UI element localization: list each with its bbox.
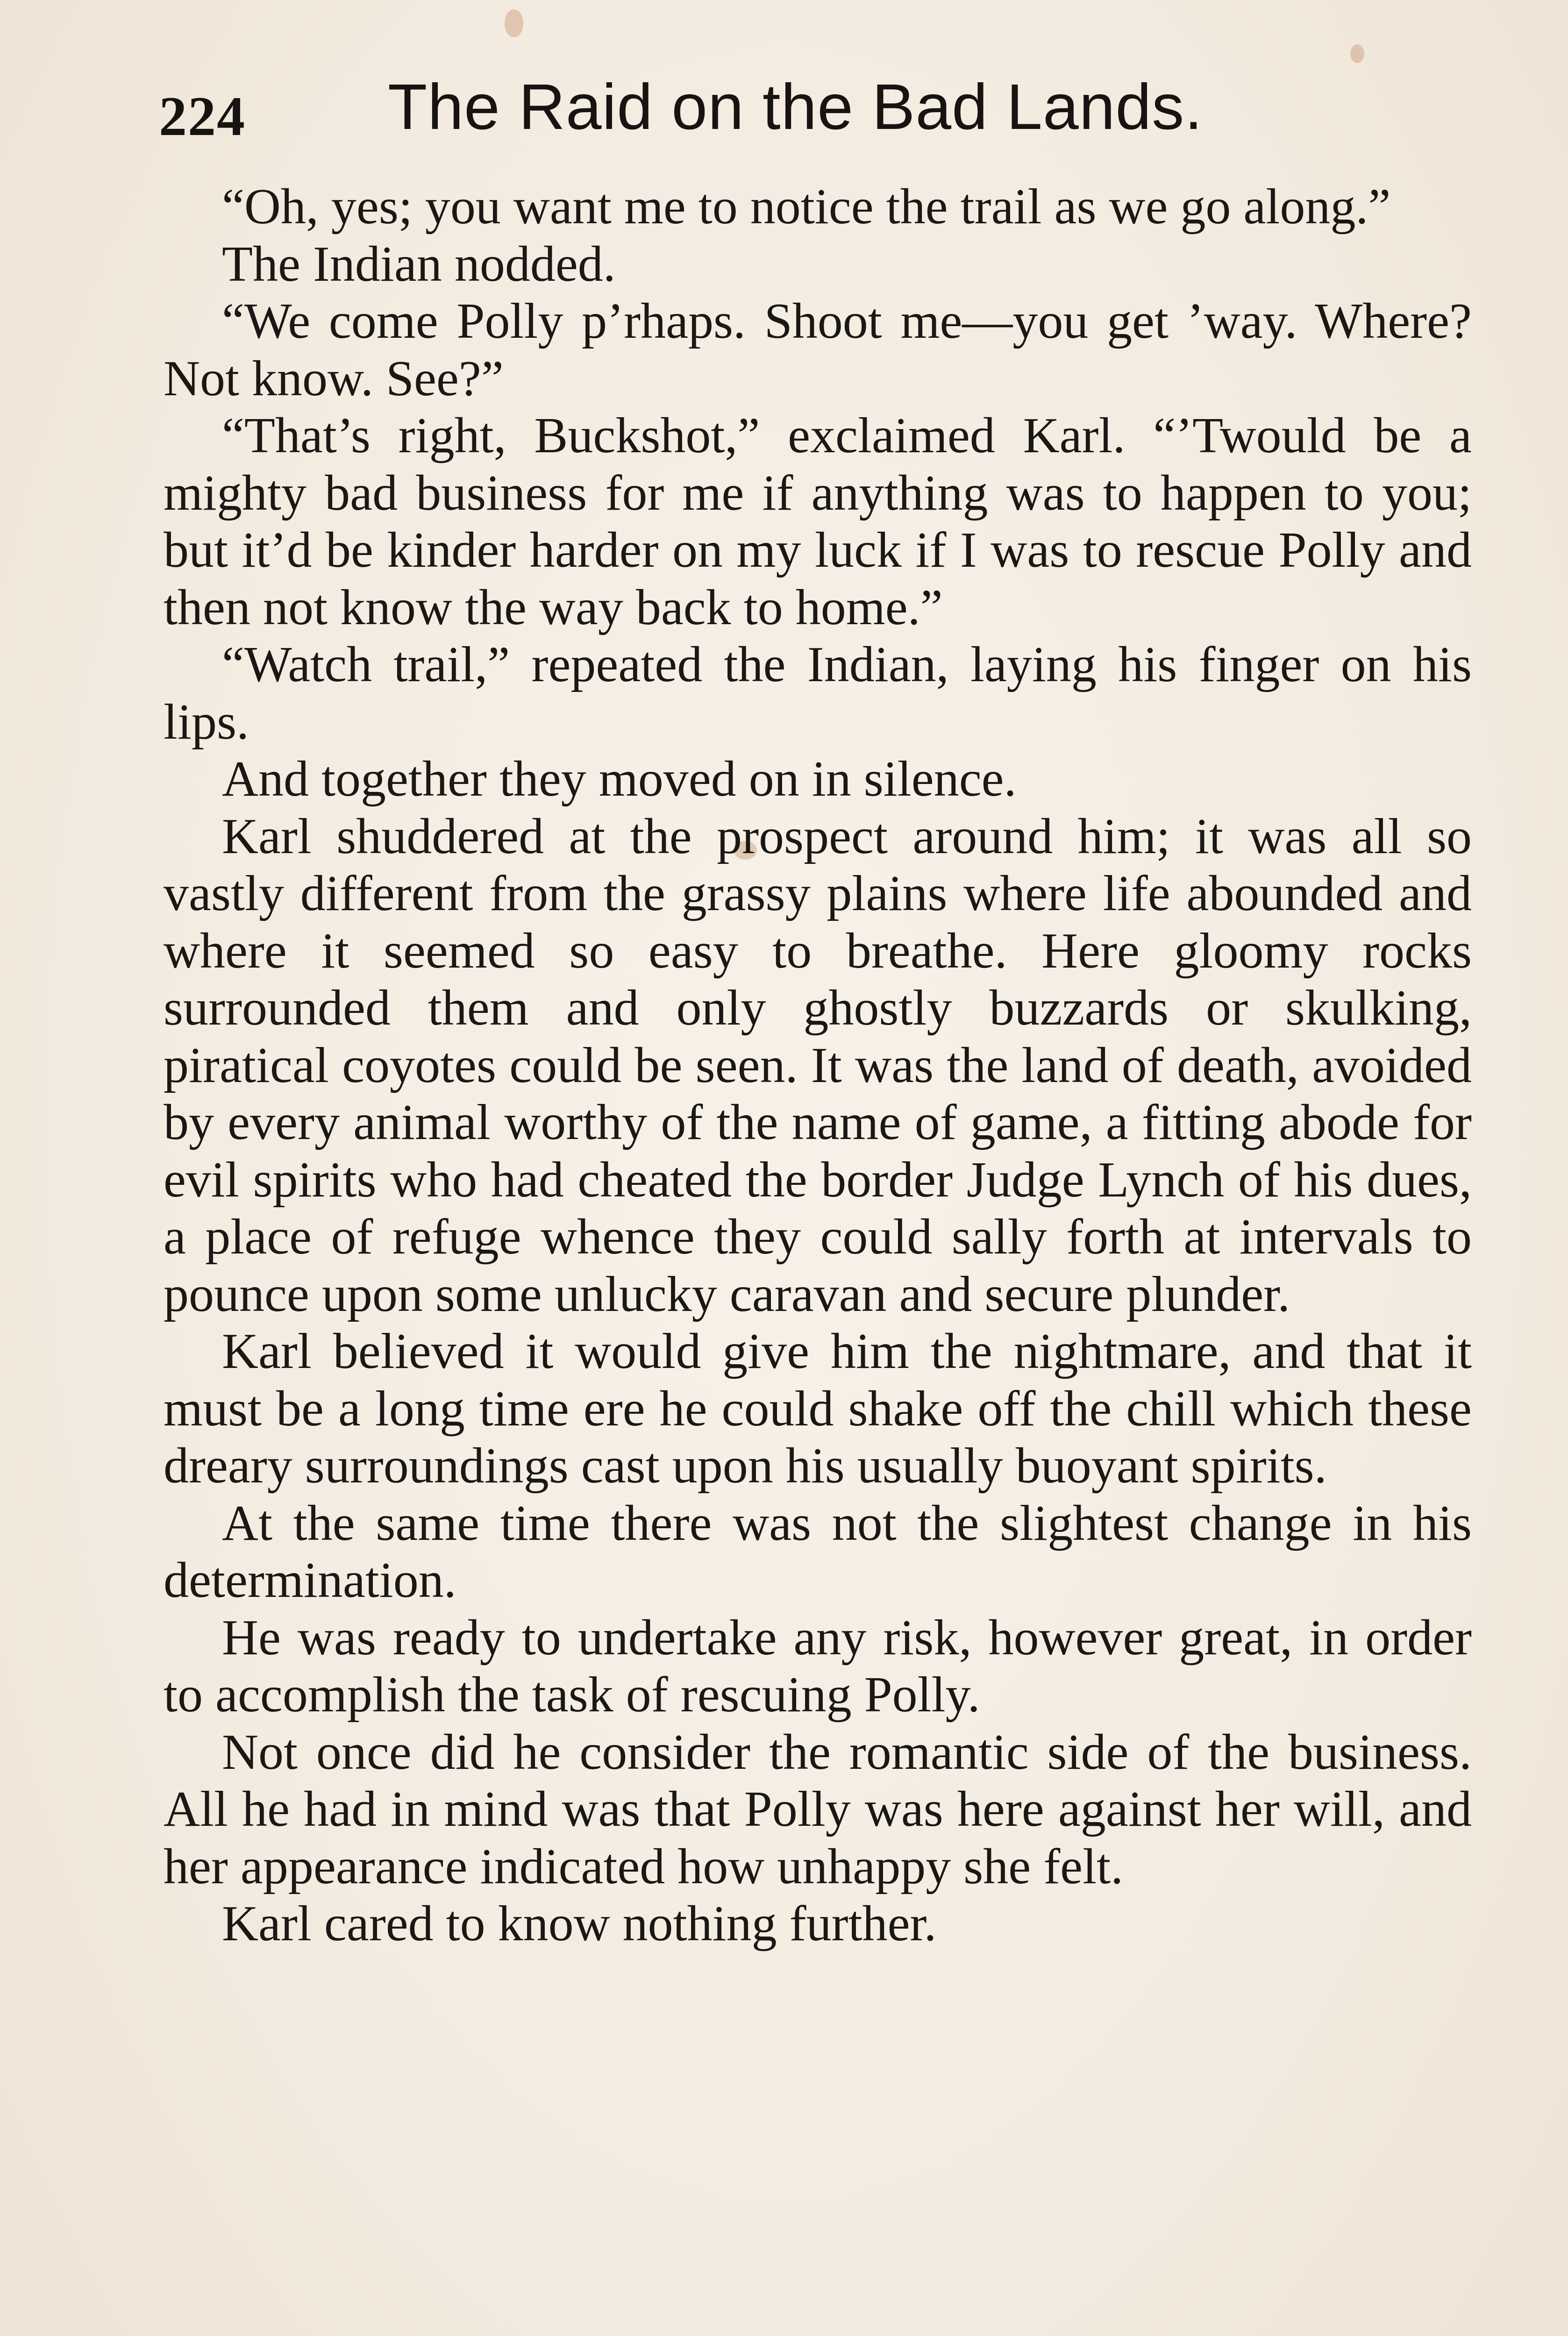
paragraph: “That’s right, Buckshot,” exclaimed Karl. “’Twould be a mighty bad business for me if anything was to happen to you; but it’d be kinder harder on my luck if I was to rescue Polly and then not know the way back to home.” [164,408,1472,635]
running-title: The Raid on the Bad Lands. [388,71,1203,143]
paragraph: And together they moved on in silence. [222,751,1017,807]
page-header [159,70,1467,164]
paragraph: Karl believed it would give him the nightmare, and that it must be a long time ere he could shake off the chill which these dreary surroundings cast upon his usually buoyant spirits. [164,1324,1472,1494]
paper-stain [1350,44,1364,63]
paragraph: “Oh, yes; you want me to notice the trail as we go along.” [222,179,1391,235]
paper-stain [505,9,523,37]
body-text [164,178,1472,1953]
paragraph: “We come Polly p’rhaps. Shoot me—you get ’way. Where? Not know. See?” [164,293,1472,406]
paragraph: Karl cared to know nothing further. [222,1896,937,1951]
paragraph: Not once did he consider the romantic side of the business. All he had in mind was that Polly was here against her will, and her appearance indicated how unhappy she felt. [164,1724,1472,1894]
paragraph: He was ready to undertake any risk, however great, in order to accomplish the task of rescuing Polly. [164,1610,1472,1723]
page-number: 224 [159,85,246,147]
paragraph: The Indian nodded. [222,236,616,292]
paragraph: “Watch trail,” repeated the Indian, laying his finger on his lips. [164,637,1472,750]
paragraph: At the same time there was not the slightest change in his determination. [164,1495,1472,1608]
paragraph: Karl shuddered at the prospect around him; it was all so vastly different from the grassy plains where life abounded and where it seemed so easy to breathe. Here gloomy rocks surrounded them and only ghostly buzzards or skulking, piratical coyotes could be seen. It was the land of death, avoided by every animal worthy of the name of game, a fitting abode for evil spirits who had cheated the border Judge Lynch of his dues, a place of refuge whence they could sally forth at intervals to pounce upon some unlucky caravan and secure plunder. [164,808,1472,1322]
